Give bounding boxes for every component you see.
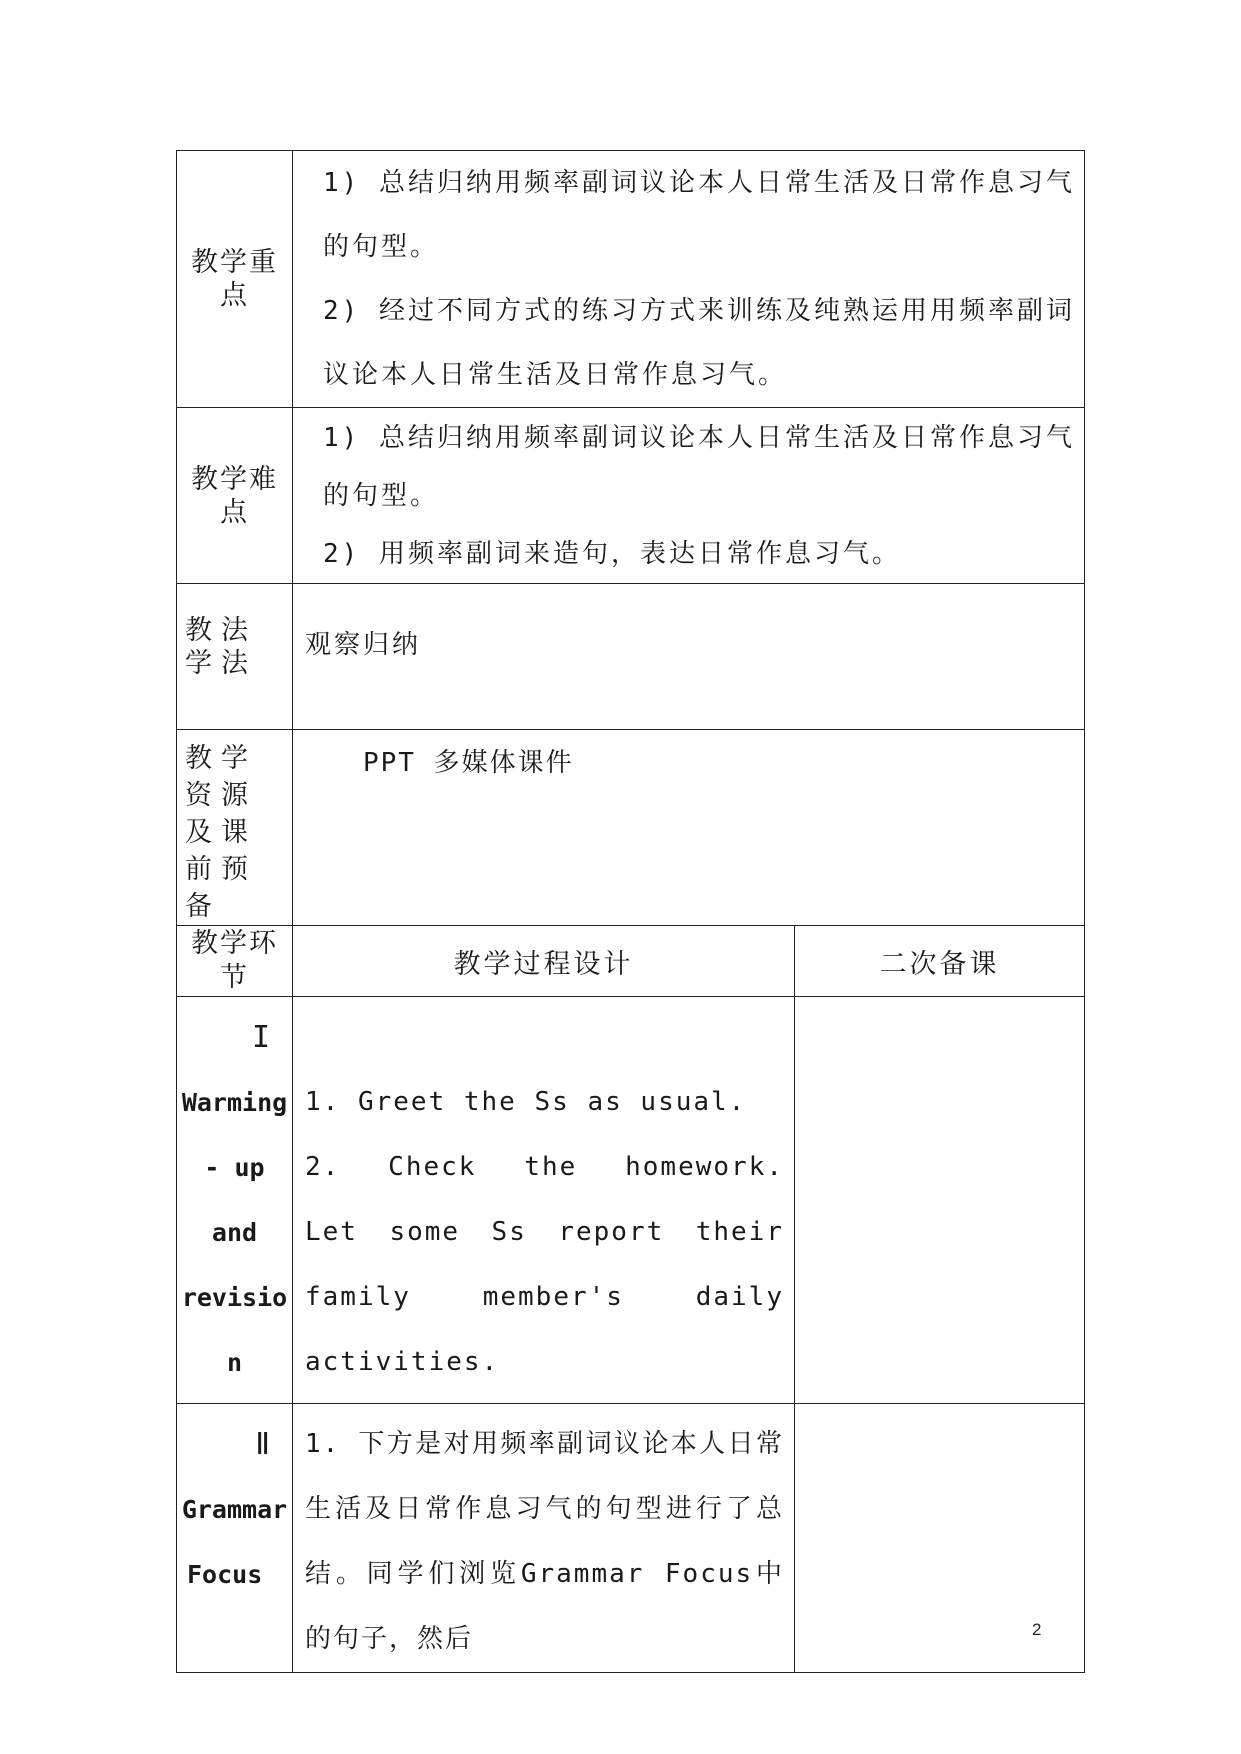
stage-name-line: - up: [204, 1153, 265, 1182]
stage-name-cell: [177, 997, 293, 1404]
stage-column-header: 教学环节: [177, 926, 293, 997]
resources-content: PPT 多媒体课件: [293, 730, 1085, 926]
process-line: 2. Check the homework. Let some Ss report their family member's daily activities.: [305, 1152, 784, 1377]
process-line: 1. Greet the Ss as usual.: [305, 1087, 747, 1117]
difficulties-content: [293, 408, 1085, 584]
stage-design-cell: [293, 1404, 795, 1673]
difficulties-label: 教学难点: [177, 408, 293, 584]
stage-number: Ⅱ: [255, 1427, 270, 1462]
methods-label: 教法学法: [177, 584, 293, 730]
methods-content: 观察归纳: [293, 584, 1085, 730]
stage-design-cell: [293, 997, 795, 1404]
stage-name-line: n: [226, 1348, 243, 1377]
page-number: 2: [1032, 1620, 1042, 1639]
design-column-header: 教学过程设计: [293, 926, 795, 997]
resources-row: [177, 730, 1085, 926]
stage-name-line: Focus: [187, 1560, 263, 1589]
stage-name-cell: [177, 1404, 293, 1673]
difficulty-item: 2) 用频率副词来造句，表达日常作息习气。: [323, 538, 901, 569]
resources-label: 教学资源及课前预备: [177, 730, 293, 926]
key-points-row: [177, 151, 1085, 408]
process-header-row: [177, 926, 1085, 997]
key-points-label: 教学重点: [177, 151, 293, 408]
second-prep-column-header: 二次备课: [795, 926, 1085, 997]
difficulties-row: [177, 408, 1085, 584]
stage-row: [177, 1404, 1085, 1673]
key-point-item: 2) 经过不同方式的练习方式来训练及纯熟运用用频率副词议论本人日常生活及日常作息习气。: [323, 296, 1075, 390]
stage-second-prep-cell: [795, 997, 1085, 1404]
process-line: 1. 下方是对用频率副词议论本人日常生活及日常作息习气的句型进行了总结。同学们浏览Grammar Focus中的句子，然后: [305, 1429, 784, 1654]
key-point-item: 1) 总结归纳用频率副词议论本人日常生活及日常作息习气的句型。: [323, 168, 1075, 262]
key-points-content: [293, 151, 1085, 408]
difficulty-item: 1) 总结归纳用频率副词议论本人日常生活及日常作息习气的句型。: [323, 422, 1075, 511]
stage-name-line: Grammar: [181, 1495, 288, 1524]
lesson-plan-table: [176, 150, 1085, 1673]
stage-row: [177, 997, 1085, 1404]
stage-number: I: [251, 1020, 270, 1055]
stage-name-line: revisio: [181, 1283, 288, 1312]
methods-row: [177, 584, 1085, 730]
stage-name-line: and: [211, 1218, 258, 1247]
stage-name-line: Warming: [181, 1088, 288, 1117]
